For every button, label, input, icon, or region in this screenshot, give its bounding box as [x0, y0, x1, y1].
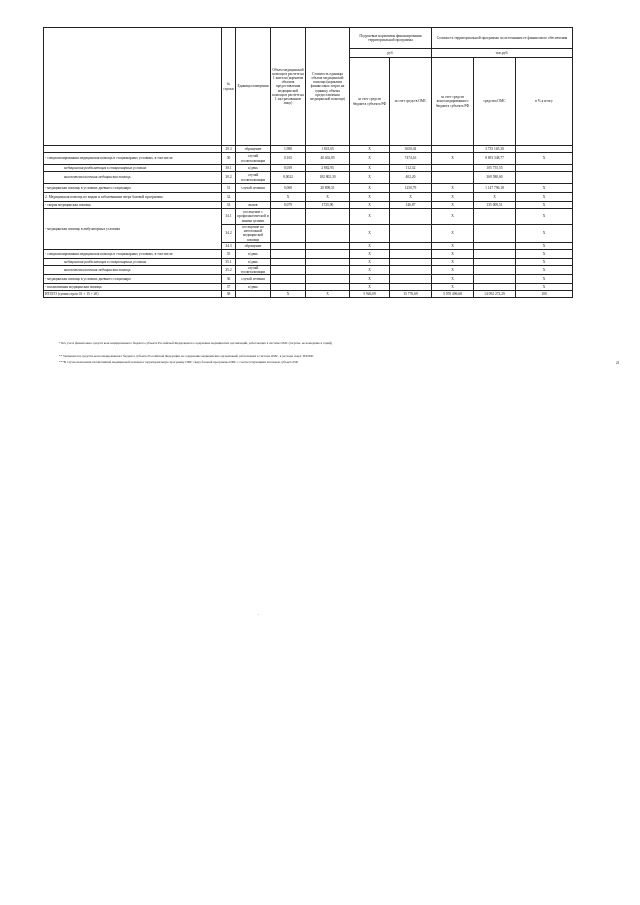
- cell-budget2: [432, 172, 474, 184]
- cell-budget2: 5 070 496,68: [432, 291, 474, 298]
- cell-cost: 182 802,30: [306, 172, 350, 184]
- cell-unit: обращение: [236, 242, 271, 249]
- cell-budget: X: [350, 184, 390, 193]
- cell-cost: 2 882,95: [306, 165, 350, 172]
- cell-pct: X: [516, 202, 573, 209]
- cell-pct: X: [516, 242, 573, 249]
- header-per-capita: Подушевые нормативы финансирования территориальной программы: [350, 28, 432, 49]
- cell-cost: [306, 225, 350, 243]
- cell-pct: X: [516, 265, 573, 274]
- cell-cost: 1 841,65: [306, 146, 350, 153]
- header-rub: руб.: [350, 49, 432, 58]
- cell-pct: X: [516, 249, 573, 258]
- cell-budget2: X: [432, 284, 474, 291]
- cell-oms2: X: [474, 193, 516, 202]
- cell-oms: X: [390, 193, 432, 202]
- row-name: - медицинская помощь в амбулаторных условиях: [44, 209, 222, 250]
- cell-budget2: X: [432, 209, 474, 225]
- header-thousand-rub: тыс.руб.: [432, 49, 573, 58]
- cell-oms2: [474, 249, 516, 258]
- cell-oms: 112,32: [390, 165, 432, 172]
- table-row: [44, 146, 573, 153]
- cell-oms2: [474, 209, 516, 225]
- cell-oms: 402,20: [390, 172, 432, 184]
- cell-budget2: X: [432, 249, 474, 258]
- cell-oms2: 8 693 348,77: [474, 153, 516, 165]
- cell-volume: 0,039: [271, 165, 306, 172]
- cell-volume: [271, 275, 306, 284]
- cell-pct: X: [516, 225, 573, 243]
- cell-oms: [390, 225, 432, 243]
- header-cost: Стоимость единицы объема медицинской помощи (норматив финансовых затрат на единицу объема предоставления медицинской помощи): [306, 28, 350, 146]
- cell-num: 34.1: [222, 209, 236, 225]
- cell-budget: X: [350, 193, 390, 202]
- cell-num: 35.2: [222, 265, 236, 274]
- cell-pct: X: [516, 209, 573, 225]
- cell-budget: 5 926,69: [350, 291, 390, 298]
- row-name: - специализированная медицинская помощь в стационарных условиях, в том числе:: [44, 249, 222, 258]
- cell-cost: [306, 209, 350, 225]
- cell-oms: [390, 275, 432, 284]
- row-name: высокотехнологичная медицинская помощь: [44, 172, 222, 184]
- cell-budget2: X: [432, 242, 474, 249]
- cell-unit: случай госпитализации: [236, 172, 271, 184]
- cell-cost: X: [306, 193, 350, 202]
- table-row: [44, 153, 573, 165]
- row-name: медицинская реабилитация в стационарных условиях: [44, 165, 222, 172]
- cell-cost: 20 898,51: [306, 184, 350, 193]
- cell-budget2: X: [432, 258, 474, 265]
- table-row: [44, 258, 573, 265]
- cell-oms: [390, 209, 432, 225]
- cell-num: 31: [222, 184, 236, 193]
- cell-budget: X: [350, 275, 390, 284]
- cell-unit: обращение: [236, 146, 271, 153]
- cell-oms2: 105 755,55: [474, 165, 516, 172]
- table-row: [44, 172, 573, 184]
- cell-budget: X: [350, 209, 390, 225]
- table-row: [44, 284, 573, 291]
- cell-oms2: 1 147 796,18: [474, 184, 516, 193]
- cell-unit: посещение по неотложной медицинской помощи: [236, 225, 271, 243]
- header-program-cost: Стоимость территориальной программы по источникам ее финансового обеспечения: [432, 28, 573, 49]
- cell-oms2: 369 580,60: [474, 172, 516, 184]
- cell-volume: [271, 225, 306, 243]
- cell-oms2: 3 735 165,30: [474, 146, 516, 153]
- cell-unit: к/день: [236, 258, 271, 265]
- cell-oms2: [474, 258, 516, 265]
- row-name: - паллиативная медицинская помощь: [44, 284, 222, 291]
- cell-cost: 1725,90: [306, 202, 350, 209]
- cell-pct: 100: [516, 291, 573, 298]
- row-name: 2. Медицинская помощь по видам и заболеваниям сверх базовой программы:: [44, 193, 222, 202]
- cell-oms: [390, 242, 432, 249]
- cell-num: 30: [222, 153, 236, 165]
- cell-budget: X: [350, 202, 390, 209]
- cell-pct: [516, 146, 573, 153]
- cell-volume: X: [271, 193, 306, 202]
- cell-oms2: 14 092 272,29: [474, 291, 516, 298]
- cell-budget: X: [350, 258, 390, 265]
- cell-volume: [271, 249, 306, 258]
- row-name: медицинская реабилитация в стационарных условиях: [44, 258, 222, 265]
- cell-unit: посещение с профилактической и иными целями: [237, 210, 269, 223]
- table-row: [44, 265, 573, 274]
- cell-budget: X: [350, 172, 390, 184]
- cell-oms: [390, 284, 432, 291]
- cell-unit: к/день: [236, 249, 271, 258]
- table-row-total: [44, 291, 573, 298]
- cell-oms: 7474,16: [390, 153, 432, 165]
- cost-table: [43, 27, 573, 298]
- page-mark: -: [258, 613, 260, 617]
- cell-budget2: X: [432, 202, 474, 209]
- cell-cost: 40 402,85: [306, 153, 350, 165]
- page-number: 21: [616, 361, 620, 365]
- cell-oms2: [474, 265, 516, 274]
- row-name: [44, 146, 222, 153]
- table-row: [44, 193, 573, 202]
- table-row: [44, 202, 573, 209]
- cell-volume: 1,980: [271, 146, 306, 153]
- cell-volume: 0,079: [271, 202, 306, 209]
- cell-cost: [306, 275, 350, 284]
- cell-num: 32: [222, 193, 236, 202]
- cell-cost: X: [306, 291, 350, 298]
- cell-budget2: X: [432, 153, 474, 165]
- cell-unit: случай госпитализации: [236, 265, 271, 274]
- cell-oms: [390, 265, 432, 274]
- cell-volume: X: [271, 291, 306, 298]
- table-row: [44, 209, 573, 225]
- header-oms2: средства ОМС: [474, 58, 516, 146]
- header-num: № строки: [222, 28, 236, 146]
- table-row: [44, 275, 573, 284]
- cell-budget2: [432, 146, 474, 153]
- cell-budget: X: [350, 284, 390, 291]
- cell-budget: X: [350, 242, 390, 249]
- cell-pct: [516, 172, 573, 184]
- header-name: [44, 28, 222, 146]
- cell-volume: 0,060: [271, 184, 306, 193]
- cell-volume: 0,0022: [271, 172, 306, 184]
- cell-pct: X: [516, 284, 573, 291]
- footnote-3: ***В случае включения паллиативной медицинской помощи в территориальную программу ОМС сверх базовой программы ОМС с соответствующими платежом субъекта РФ.: [59, 360, 299, 364]
- cell-num: 35.1: [222, 258, 236, 265]
- footnote-2: ** Указываются средства консолидированного бюджета субъекта Российской Федерации на содержание медицинских организаций, работающих в системе ОМС, в расходы сверх ТПОМС: [59, 354, 314, 358]
- cell-unit: случай лечения: [236, 184, 271, 193]
- cell-budget2: [432, 165, 474, 172]
- cell-cost: [306, 242, 350, 249]
- cell-num: 37: [222, 284, 236, 291]
- cell-unit: к/день: [236, 165, 271, 172]
- cell-oms2: 135 009,51: [474, 202, 516, 209]
- header-budget2: за счет средств консолидированного бюджета субъекта РФ: [432, 58, 474, 146]
- cell-unit: случай госпитализации: [236, 153, 271, 165]
- cell-pct: X: [516, 184, 573, 193]
- row-name: - скорая медицинская помощь: [44, 202, 222, 209]
- header-pct: в % к итогу: [516, 58, 573, 146]
- cell-unit: [236, 193, 271, 202]
- row-name: ИТОГО (сумма строк 01 + 15 + 20): [44, 291, 222, 298]
- cell-unit: к/день: [236, 284, 271, 291]
- cell-cost: [306, 284, 350, 291]
- cell-budget2: X: [432, 275, 474, 284]
- header-oms: за счет средств ОМС: [390, 58, 432, 146]
- cell-volume: 0,165: [271, 153, 306, 165]
- cell-cost: [306, 249, 350, 258]
- cell-oms: [390, 258, 432, 265]
- table-row: [44, 184, 573, 193]
- cell-volume: [271, 284, 306, 291]
- cell-oms2: [474, 242, 516, 249]
- row-name: - специализированная медицинская помощь в стационарных условиях, в том числе:: [44, 153, 222, 165]
- cell-volume: [271, 242, 306, 249]
- table-row: [44, 249, 573, 258]
- cell-budget: X: [350, 225, 390, 243]
- cell-unit: [236, 291, 271, 298]
- cell-budget: X: [350, 249, 390, 258]
- cell-pct: [516, 165, 573, 172]
- cell-num: 30.2: [222, 172, 236, 184]
- cell-num: 29.3: [222, 146, 236, 153]
- cell-volume: [271, 265, 306, 274]
- cell-budget2: X: [432, 265, 474, 274]
- cell-budget: X: [350, 153, 390, 165]
- cell-oms2: [474, 275, 516, 284]
- header-volume: Объем медицинской помощи в расчете на 1 жителя (норматив объемов предоставления медицинской помощи в расчете на 1 застрахованное лицо): [271, 28, 306, 146]
- cell-unit: случай лечения: [236, 275, 271, 284]
- table-row: [44, 165, 573, 172]
- cell-oms: [390, 249, 432, 258]
- cell-oms: 3650,02: [390, 146, 432, 153]
- cell-num: 33: [222, 202, 236, 209]
- cell-oms2: [474, 225, 516, 243]
- cell-cost: [306, 265, 350, 274]
- cell-num: 38: [222, 291, 236, 298]
- cell-oms: 146,87: [390, 202, 432, 209]
- cell-num: 36: [222, 275, 236, 284]
- cell-num: 34.2: [222, 225, 236, 243]
- cell-budget: X: [350, 265, 390, 274]
- cell-cost: [306, 258, 350, 265]
- cell-pct: X: [516, 153, 573, 165]
- cell-num: 35: [222, 249, 236, 258]
- row-name: - медицинская помощь в условиях дневного стационара: [44, 184, 222, 193]
- cell-oms: 15 776,69: [390, 291, 432, 298]
- cell-num: 34.3: [222, 242, 236, 249]
- cell-volume: [271, 258, 306, 265]
- header-unit: Единицы измерения: [236, 28, 271, 146]
- cell-oms: 1250,79: [390, 184, 432, 193]
- cell-pct: X: [516, 258, 573, 265]
- cell-num: 30.1: [222, 165, 236, 172]
- row-name: - медицинская помощь в условиях дневного стационара: [44, 275, 222, 284]
- cell-pct: X: [516, 275, 573, 284]
- row-name: высокотехнологичная медицинская помощь: [44, 265, 222, 274]
- cell-pct: X: [516, 193, 573, 202]
- cell-budget2: X: [432, 225, 474, 243]
- cell-budget2: X: [432, 193, 474, 202]
- cell-budget: X: [350, 146, 390, 153]
- cell-budget: X: [350, 165, 390, 172]
- footnote-1: * Без учета финансовых средств консолидированного бюджета субъекта Российской Федерации на содержание медицинских организаций, работающих в системе ОМС (затраты, не вошедшие в тариф): [59, 341, 333, 345]
- cell-unit: вызов: [236, 202, 271, 209]
- cell-volume: [271, 209, 306, 225]
- cell-oms2: [474, 284, 516, 291]
- header-budget: за счет средств бюджета субъекта РФ: [350, 58, 390, 146]
- cell-budget2: X: [432, 184, 474, 193]
